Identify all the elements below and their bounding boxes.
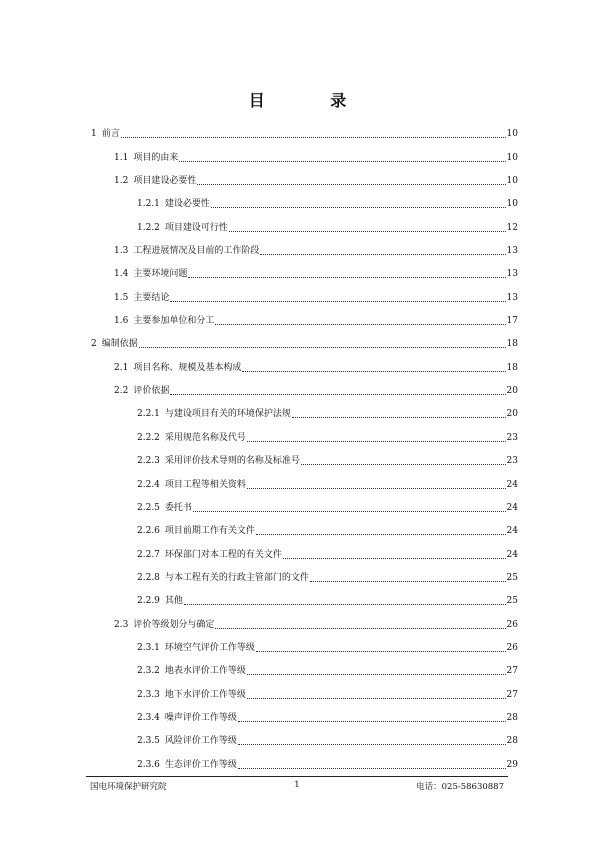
toc-entry-label: 环保部门对本工程的有关文件: [164, 549, 282, 560]
toc-dot-leader: [256, 534, 506, 535]
toc-entry[interactable]: [91, 514, 518, 537]
toc-entry-page: 23: [506, 432, 518, 443]
toc-entry[interactable]: [91, 140, 518, 163]
toc-dot-leader: [247, 698, 506, 699]
toc-dot-leader: [179, 161, 505, 162]
toc-dot-leader: [292, 417, 506, 418]
toc-entry[interactable]: [91, 420, 518, 443]
toc-entry-number: 1.5: [114, 292, 129, 303]
toc-entry-page: 18: [506, 362, 518, 373]
toc-entry-label: 采用评价技术导则的名称及标准号: [164, 456, 300, 467]
toc-entry-number: 2.2.9: [137, 596, 160, 607]
toc-title: 目 录: [248, 91, 377, 110]
toc-entry-number: 1.3: [114, 246, 129, 257]
toc-dot-leader: [170, 394, 505, 395]
toc-dot-leader: [121, 137, 506, 138]
toc-entry-number: 2.3.3: [137, 689, 160, 700]
toc-entry-number: 2.2.3: [137, 456, 160, 467]
toc-entry[interactable]: [91, 561, 518, 584]
toc-dot-leader: [260, 254, 505, 255]
toc-entry-number: 2.3.5: [137, 736, 160, 747]
toc-entry-page: 24: [506, 502, 518, 513]
toc-entry-label: 项目前期工作有关文件: [164, 526, 255, 537]
toc-entry[interactable]: [91, 747, 518, 770]
toc-dot-leader: [215, 628, 505, 629]
toc-entry-page: 24: [506, 526, 518, 537]
toc-entry-page: 25: [506, 572, 518, 583]
toc-entry-number: 2.2: [114, 386, 129, 397]
toc-entry[interactable]: [91, 187, 518, 210]
toc-dot-leader: [193, 511, 506, 512]
toc-entry-number: 2.2.4: [137, 479, 160, 490]
toc-dot-leader: [184, 604, 506, 605]
toc-dot-leader: [238, 744, 506, 745]
toc-entry-number: 2.3.4: [137, 712, 160, 723]
toc-entry-label: 噪声评价工作等级: [164, 712, 237, 723]
toc-entry-number: 1.2.1: [137, 199, 160, 210]
toc-entry[interactable]: [91, 607, 518, 630]
toc-entry-number: 2.2.5: [137, 502, 160, 513]
toc-entry-number: 2.2.8: [137, 572, 160, 583]
toc-dot-leader: [301, 464, 506, 465]
toc-dot-leader: [215, 324, 505, 325]
toc-entry-page: 27: [506, 689, 518, 700]
toc-entry-page: 23: [506, 456, 518, 467]
toc-entry-page: 10: [506, 176, 518, 187]
toc-entry-page: 27: [506, 666, 518, 677]
toc-entry[interactable]: [91, 234, 518, 257]
toc-entry-page: 10: [506, 199, 518, 210]
toc-entry[interactable]: [91, 467, 518, 490]
toc-entry-page: 10: [506, 129, 518, 140]
toc-entry-label: 项目建设必要性: [133, 176, 197, 187]
toc-dot-leader: [310, 581, 506, 582]
toc-entry[interactable]: [91, 350, 518, 373]
toc-entry-page: 18: [506, 339, 518, 350]
toc-entry-number: 2: [91, 339, 97, 350]
toc-entry-number: 2.3.2: [137, 666, 160, 677]
toc-entry[interactable]: [91, 210, 518, 233]
toc-entry-number: 1.1: [114, 152, 129, 163]
toc-entry[interactable]: [91, 701, 518, 724]
toc-entry-page: 24: [506, 549, 518, 560]
toc-entry-label: 其他: [164, 596, 183, 607]
toc-entry-number: 1.2: [114, 176, 129, 187]
toc-entry-page: 20: [506, 409, 518, 420]
toc-entry[interactable]: [91, 280, 518, 303]
toc-entry[interactable]: [91, 117, 518, 140]
table-of-contents: [91, 117, 518, 771]
toc-dot-leader: [256, 651, 506, 652]
toc-entry-page: 13: [506, 246, 518, 257]
toc-entry-page: 29: [506, 759, 518, 770]
toc-entry-label: 主要结论: [133, 292, 170, 303]
toc-entry-page: 12: [506, 222, 518, 233]
toc-dot-leader: [238, 721, 506, 722]
toc-entry-page: 28: [506, 736, 518, 747]
toc-entry-label: 生态评价工作等级: [164, 759, 237, 770]
toc-entry[interactable]: [91, 374, 518, 397]
toc-entry-label: 主要环境问题: [133, 269, 188, 280]
toc-entry-page: 17: [506, 316, 518, 327]
toc-entry-page: 24: [506, 479, 518, 490]
toc-dot-leader: [170, 301, 505, 302]
toc-entry[interactable]: [91, 631, 518, 654]
toc-entry-label: 委托书: [164, 502, 192, 513]
toc-dot-leader: [247, 441, 506, 442]
toc-dot-leader: [247, 488, 506, 489]
toc-entry[interactable]: [91, 584, 518, 607]
toc-dot-leader: [211, 207, 506, 208]
toc-dot-leader: [188, 277, 505, 278]
toc-entry-label: 评价依据: [133, 386, 170, 397]
toc-entry[interactable]: [91, 444, 518, 467]
toc-entry-number: 2.3.1: [137, 642, 160, 653]
toc-entry-page: 26: [506, 642, 518, 653]
toc-dot-leader: [229, 231, 506, 232]
toc-entry-label: 工程进展情况及目前的工作阶段: [133, 246, 260, 257]
toc-entry-page: 13: [506, 269, 518, 280]
toc-entry-label: 地下水评价工作等级: [164, 689, 246, 700]
toc-entry-number: 2.3.6: [137, 759, 160, 770]
toc-entry[interactable]: [91, 537, 518, 560]
toc-dot-leader: [238, 768, 506, 769]
toc-entry-number: 2.1: [114, 362, 129, 373]
toc-entry-number: 1: [91, 129, 97, 140]
toc-entry-label: 项目名称、规模及基本构成: [133, 362, 242, 373]
toc-entry-label: 环境空气评价工作等级: [164, 642, 255, 653]
toc-entry-label: 地表水评价工作等级: [164, 666, 246, 677]
toc-entry-number: 2.3: [114, 619, 129, 630]
toc-entry-number: 1.6: [114, 316, 129, 327]
toc-entry-number: 2.2.2: [137, 432, 160, 443]
toc-entry-label: 建设必要性: [164, 199, 210, 210]
toc-entry-page: 20: [506, 386, 518, 397]
toc-entry-page: 26: [506, 619, 518, 630]
toc-entry-label: 评价等级划分与确定: [133, 619, 215, 630]
toc-dot-leader: [197, 184, 505, 185]
toc-dot-leader: [242, 371, 505, 372]
footer-page-number: 1: [294, 780, 300, 790]
toc-entry-label: 主要参加单位和分工: [133, 316, 215, 327]
toc-entry[interactable]: [91, 677, 518, 700]
toc-entry-page: 13: [506, 292, 518, 303]
toc-dot-leader: [283, 558, 506, 559]
toc-entry[interactable]: [91, 164, 518, 187]
toc-entry-page: 10: [506, 152, 518, 163]
toc-entry-label: 项目工程等相关资料: [164, 479, 246, 490]
toc-entry-number: 2.2.7: [137, 549, 160, 560]
footer-phone: 电话：025-58630887: [416, 782, 504, 792]
toc-entry-label: 项目的由来: [133, 152, 179, 163]
toc-entry-label: 与本工程有关的行政主管部门的文件: [164, 572, 309, 583]
toc-entry[interactable]: [91, 304, 518, 327]
toc-entry-number: 2.2.1: [137, 409, 160, 420]
toc-entry-page: 28: [506, 712, 518, 723]
footer-organization: 国电环境保护研究院: [90, 782, 167, 792]
toc-entry[interactable]: [91, 397, 518, 420]
toc-entry[interactable]: [91, 327, 518, 350]
toc-entry-label: 项目建设可行性: [164, 222, 228, 233]
footer-divider: [86, 776, 508, 777]
toc-entry[interactable]: [91, 257, 518, 280]
toc-entry-label: 前言: [101, 129, 120, 140]
toc-entry-label: 采用规范名称及代号: [164, 432, 246, 443]
toc-entry-number: 1.2.2: [137, 222, 160, 233]
toc-dot-leader: [139, 347, 506, 348]
toc-entry-label: 编制依据: [101, 339, 138, 350]
toc-entry-number: 2.2.6: [137, 526, 160, 537]
toc-entry[interactable]: [91, 491, 518, 514]
toc-entry[interactable]: [91, 724, 518, 747]
toc-entry-page: 25: [506, 596, 518, 607]
toc-entry-label: 风险评价工作等级: [164, 736, 237, 747]
toc-entry-number: 1.4: [114, 269, 129, 280]
toc-dot-leader: [247, 674, 506, 675]
toc-entry[interactable]: [91, 654, 518, 677]
toc-entry-label: 与建设项目有关的环境保护法规: [164, 409, 291, 420]
